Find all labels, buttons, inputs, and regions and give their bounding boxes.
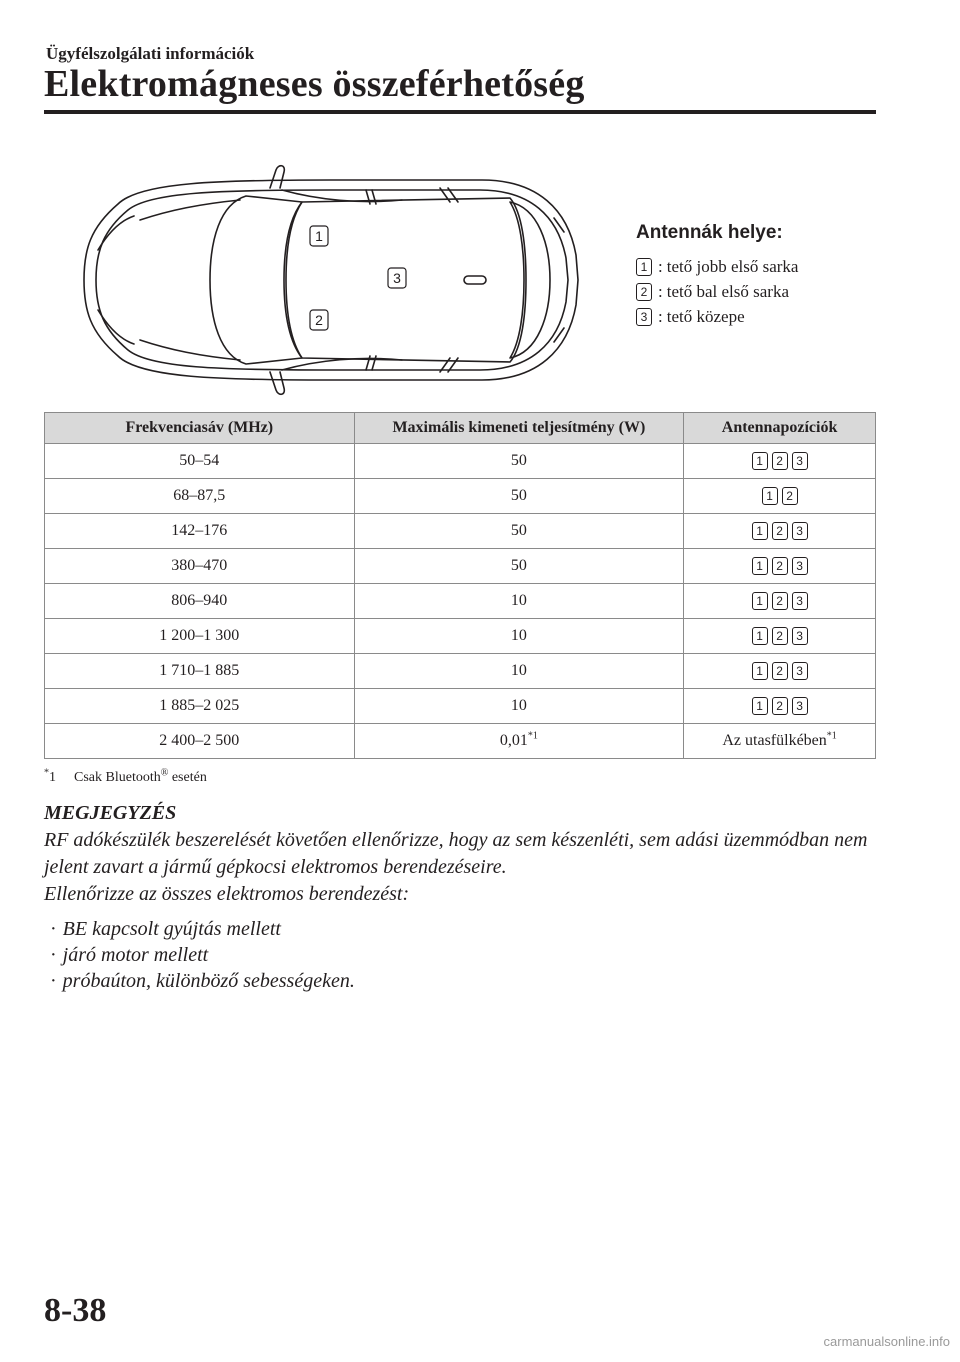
legend-separator: :: [658, 306, 663, 326]
legend-item: [636, 254, 798, 279]
number-2-icon: 2: [772, 452, 788, 470]
table-row: [45, 584, 876, 619]
column-header-frequency: Frekvenciasáv (MHz): [45, 413, 355, 444]
svg-text:2: 2: [315, 312, 323, 328]
cell-power: 50: [354, 549, 684, 584]
number-1-icon: 1: [752, 522, 768, 540]
footnote: [44, 767, 207, 786]
cell-frequency: 142–176: [45, 514, 355, 549]
windshield: [210, 196, 302, 364]
cell-power: 10: [354, 619, 684, 654]
registered-mark: ®: [160, 767, 169, 779]
cell-frequency: 50–54: [45, 444, 355, 479]
cell-antennas: [684, 549, 876, 584]
number-1-icon: 1: [752, 452, 768, 470]
list-item-text: próbaúton, különböző sebességeken.: [62, 970, 355, 992]
list-item-text: BE kapcsolt gyújtás mellett: [62, 918, 281, 940]
legend-item: [636, 304, 798, 329]
legend-item-text: tető közepe: [666, 306, 745, 326]
legend-separator: :: [658, 281, 663, 301]
column-header-antennas: Antennapozíciók: [684, 413, 876, 444]
number-2-icon: 2: [772, 522, 788, 540]
title-rule: [44, 110, 876, 114]
note-paragraph: RF adókészülék beszerelését követően ellenőrizze, hogy az sem készenléti, sem adási üzemmódban nem jelent zavart a jármű gépkocsi elektromos berendezéseire.: [44, 829, 868, 878]
list-item-text: járó motor mellett: [62, 944, 209, 966]
number-1-icon: 1: [752, 557, 768, 575]
mirror-bottom: [270, 372, 284, 394]
table-row: [45, 514, 876, 549]
cell-power: 50: [354, 514, 684, 549]
antenna-legend: [636, 222, 798, 329]
table-row: [45, 689, 876, 724]
page-number: 8-38: [44, 1292, 107, 1329]
table-row: [45, 444, 876, 479]
table-header-row: [45, 413, 876, 444]
power-value: 0,01: [499, 732, 528, 749]
cell-antennas: [684, 689, 876, 724]
table-row: [45, 479, 876, 514]
footnote-star: *: [44, 767, 49, 779]
page-title: Elektromágneses összeférhetőség: [44, 63, 585, 105]
note-paragraph: Ellenőrizze az összes elektromos berendezést:: [44, 883, 410, 905]
footnote-text-end: esetén: [168, 770, 207, 785]
cell-antennas: [684, 619, 876, 654]
note-heading: MEGJEGYZÉS: [44, 802, 177, 824]
antenna-marker-3: [388, 268, 406, 288]
number-1-icon: 1: [752, 662, 768, 680]
cell-power: 10: [354, 689, 684, 724]
cell-power: 10: [354, 654, 684, 689]
number-2-icon: 2: [772, 662, 788, 680]
table-body: [45, 444, 876, 759]
legend-item-text: tető bal első sarka: [666, 281, 789, 301]
number-3-icon: 3: [636, 308, 652, 326]
number-2-icon: 2: [782, 487, 798, 505]
number-3-icon: 3: [792, 592, 808, 610]
number-1-icon: 1: [752, 627, 768, 645]
cell-frequency: 1 200–1 300: [45, 619, 355, 654]
cell-frequency: 380–470: [45, 549, 355, 584]
cell-frequency: 68–87,5: [45, 479, 355, 514]
legend-title: Antennák helye:: [636, 222, 783, 243]
antenna-marker-1: [310, 226, 328, 246]
svg-text:1: 1: [315, 228, 323, 244]
legend-separator: :: [658, 256, 663, 276]
footnote-text: Csak Bluetooth: [74, 770, 161, 785]
cell-power: 10: [354, 584, 684, 619]
table-row: [45, 549, 876, 584]
cell-antennas: [684, 724, 876, 759]
note-bullet-list: [44, 916, 876, 994]
number-3-icon: 3: [792, 662, 808, 680]
cell-antennas: [684, 479, 876, 514]
legend-item: [636, 279, 798, 304]
number-1-icon: 1: [762, 487, 778, 505]
number-3-icon: 3: [792, 452, 808, 470]
column-header-power: Maximális kimeneti teljesítmény (W): [354, 413, 684, 444]
antenna-marker-2: [310, 310, 328, 330]
number-2-icon: 2: [772, 627, 788, 645]
footnote-ref: *1: [826, 730, 837, 742]
number-2-icon: 2: [772, 557, 788, 575]
number-3-icon: 3: [792, 697, 808, 715]
cell-frequency: 2 400–2 500: [45, 724, 355, 759]
number-1-icon: 1: [752, 697, 768, 715]
list-item: [44, 916, 876, 942]
number-3-icon: 3: [792, 557, 808, 575]
cell-antennas: [684, 514, 876, 549]
watermark: carmanualsonline.info: [823, 1334, 950, 1349]
cell-frequency: 1 885–2 025: [45, 689, 355, 724]
footnote-number: 1: [49, 770, 56, 785]
cell-power: 50: [354, 479, 684, 514]
list-item: [44, 942, 876, 968]
cell-antennas: [684, 654, 876, 689]
number-1-icon: 1: [636, 258, 652, 276]
cell-power: 50: [354, 444, 684, 479]
breadcrumb: Ügyfélszolgálati információk: [46, 44, 255, 63]
car-top-view-illustration: [70, 160, 590, 400]
rear-window: [510, 202, 550, 358]
legend-item-text: tető jobb első sarka: [666, 256, 799, 276]
number-2-icon: 2: [772, 592, 788, 610]
frequency-table: [44, 412, 876, 759]
list-item: [44, 968, 876, 994]
note-block: [44, 800, 876, 994]
mirror-top: [270, 166, 284, 188]
cell-frequency: 806–940: [45, 584, 355, 619]
shark-fin-antenna: [464, 276, 486, 284]
cell-antennas: [684, 584, 876, 619]
bullet-dot: ·: [50, 970, 57, 992]
number-3-icon: 3: [792, 627, 808, 645]
table-row: [45, 724, 876, 759]
table-row: [45, 654, 876, 689]
number-3-icon: 3: [792, 522, 808, 540]
cell-antennas: [684, 444, 876, 479]
cell-frequency: 1 710–1 885: [45, 654, 355, 689]
footnote-ref: *1: [527, 730, 538, 742]
number-1-icon: 1: [752, 592, 768, 610]
bullet-dot: ·: [50, 918, 57, 940]
car-body-outline: [84, 180, 578, 380]
number-2-icon: 2: [636, 283, 652, 301]
table-row: [45, 619, 876, 654]
antenna-location-text: Az utasfülkében: [722, 732, 827, 749]
bullet-dot: ·: [50, 944, 57, 966]
svg-text:3: 3: [393, 270, 401, 286]
cell-power: [354, 724, 684, 759]
number-2-icon: 2: [772, 697, 788, 715]
